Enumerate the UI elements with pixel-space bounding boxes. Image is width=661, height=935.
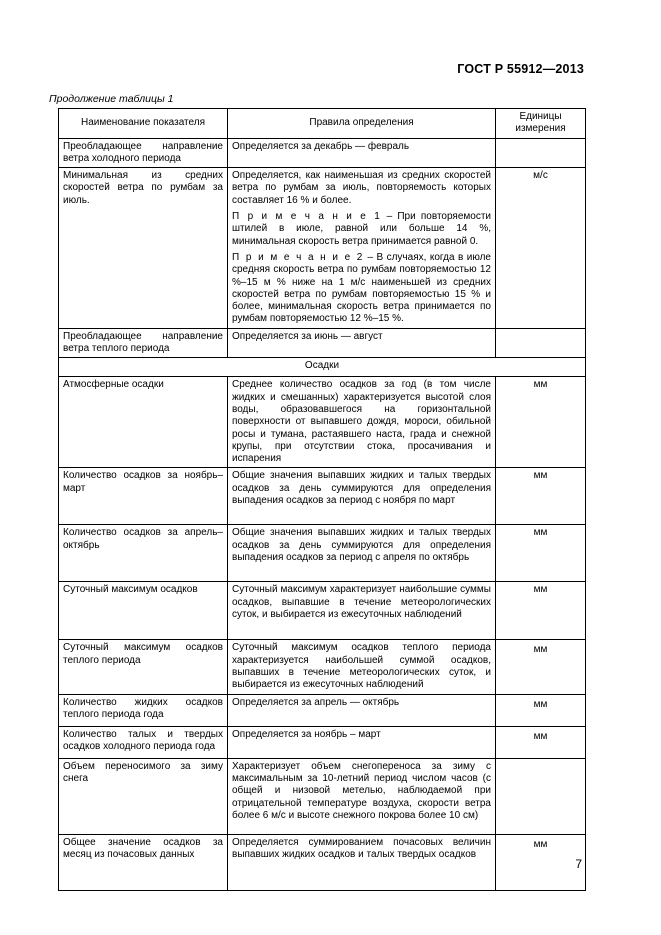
table-row bbox=[59, 726, 586, 758]
indicator-rule: Среднее количество осадков за год (в том числе жидких и смешанных) характеризуется высотой слоя воды, образовавшегося на горизонтальной поверхности от выпавшего дождя, мороси, обильной росы и тумана, растаявшего наста, града и снежной крупы, при отсутствии стока, просачивания и испарения bbox=[228, 377, 496, 468]
indicator-name: Количество жидких осадков теплого периода года bbox=[59, 694, 228, 726]
indicator-rule-cell bbox=[228, 168, 496, 329]
indicator-name: Количество талых и твердых осадков холодного периода года bbox=[59, 726, 228, 758]
indicator-rule: Определяется за июнь — август bbox=[228, 328, 496, 358]
indicator-unit: мм bbox=[496, 468, 586, 525]
table-row bbox=[59, 640, 586, 694]
table-row bbox=[59, 834, 586, 890]
section-row bbox=[59, 358, 586, 377]
table-row bbox=[59, 694, 586, 726]
indicator-name: Количество осадков за апрель–октябрь bbox=[59, 525, 228, 582]
table-header-row bbox=[59, 109, 586, 139]
table-row bbox=[59, 138, 586, 168]
table-row bbox=[59, 525, 586, 582]
note-1-label: П р и м е ч а н и е 1 bbox=[232, 211, 382, 223]
indicator-name: Преобладающее направление ветра теплого периода bbox=[59, 328, 228, 358]
indicator-unit: мм bbox=[496, 694, 586, 726]
indicator-name: Суточный максимум осадков теплого периода bbox=[59, 640, 228, 694]
table-row bbox=[59, 168, 586, 329]
indicator-rule: Определяется за ноябрь – март bbox=[228, 726, 496, 758]
note-1 bbox=[232, 211, 491, 248]
indicator-rule: Общие значения выпавших жидких и талых твердых осадков за день суммируются для определения выпадения осадков за период с ноября по март bbox=[228, 468, 496, 525]
column-header-unit: Единицы измерения bbox=[496, 109, 586, 139]
table-row bbox=[59, 328, 586, 358]
column-header-rule: Правила определения bbox=[228, 109, 496, 139]
table-row bbox=[59, 468, 586, 525]
document-code: ГОСТ Р 55912—2013 bbox=[457, 62, 584, 76]
indicator-unit bbox=[496, 758, 586, 834]
indicator-rule: Суточный максимум осадков теплого периода характеризуется наибольшей суммой осадков, выпавших в течение метеорологических суток, и выбирается из ежесуточных наблюдений bbox=[228, 640, 496, 694]
table-row bbox=[59, 758, 586, 834]
indicator-rule: Определяется за апрель — октябрь bbox=[228, 694, 496, 726]
column-header-name: Наименование показателя bbox=[59, 109, 228, 139]
indicator-rule: Характеризует объем снегопереноса за зиму с максимальным за 10-летний период числом часов (с общей и низовой метелью, наблюдаемой при отрицательной температуре воздуха, скорости ветра более 6 м/с и высоте снежного покрова более 10 см) bbox=[228, 758, 496, 834]
indicator-unit: мм bbox=[496, 525, 586, 582]
indicator-name: Общее значение осадков за месяц из почасовых данных bbox=[59, 834, 228, 890]
section-title: Осадки bbox=[59, 358, 586, 377]
page-number: 7 bbox=[575, 857, 582, 871]
note-2-text: – В случаях, когда в июле средняя скорость ветра по румбам повторяемостью 12 %–15 м % ниже на 1 м/с наименьшей из средних скоростей ветра по румбам повторяемостью 15 % и более, минимальная скорость ветра принимается по румбам повторяемостью 12 %–15 %. bbox=[232, 251, 491, 325]
indicator-rule: Определяется суммированием почасовых величин выпавших жидких осадков и талых твердых осадков bbox=[228, 834, 496, 890]
indicator-name: Суточный максимум осадков bbox=[59, 582, 228, 640]
indicator-unit: мм bbox=[496, 582, 586, 640]
indicator-unit bbox=[496, 328, 586, 358]
table-caption: Продолжение таблицы 1 bbox=[49, 93, 174, 105]
indicator-unit bbox=[496, 138, 586, 168]
indicator-unit: мм bbox=[496, 834, 586, 890]
note-1-text: – При повторяемости штилей в июле, равной или больше 14 %, минимальная скорость ветра принимается равной 0. bbox=[232, 211, 491, 247]
indicator-unit: мм bbox=[496, 726, 586, 758]
indicator-name: Минимальная из средних скоростей ветра по румбам за июль. bbox=[59, 168, 228, 329]
indicator-name: Атмосферные осадки bbox=[59, 377, 228, 468]
note-2-label: П р и м е ч а н и е 2 bbox=[232, 251, 364, 263]
indicator-rule: Суточный максимум характеризует наибольшие суммы осадков, выпавшие в течение метеорологических суток, и выбирается из ежесуточных наблюдений bbox=[228, 582, 496, 640]
indicator-rule: Определяется, как наименьшая из средних скоростей ветра по румбам за июль, повторяемость которых составляет 16 % и более. bbox=[232, 170, 491, 206]
indicator-rule: Общие значения выпавших жидких и талых твердых осадков за день суммируются для определения выпадения осадков за период с апреля по октябрь bbox=[228, 525, 496, 582]
table-row bbox=[59, 377, 586, 468]
indicator-unit: м/с bbox=[496, 168, 586, 329]
note-2 bbox=[232, 252, 491, 326]
indicator-unit: мм bbox=[496, 640, 586, 694]
indicators-table bbox=[58, 108, 586, 891]
indicator-rule: Определяется за декабрь — февраль bbox=[228, 138, 496, 168]
indicator-name: Преобладающее направление ветра холодного периода bbox=[59, 138, 228, 168]
indicator-unit: мм bbox=[496, 377, 586, 468]
table-row bbox=[59, 582, 586, 640]
indicator-name: Количество осадков за ноябрь–март bbox=[59, 468, 228, 525]
indicator-name: Объем переносимого за зиму снега bbox=[59, 758, 228, 834]
